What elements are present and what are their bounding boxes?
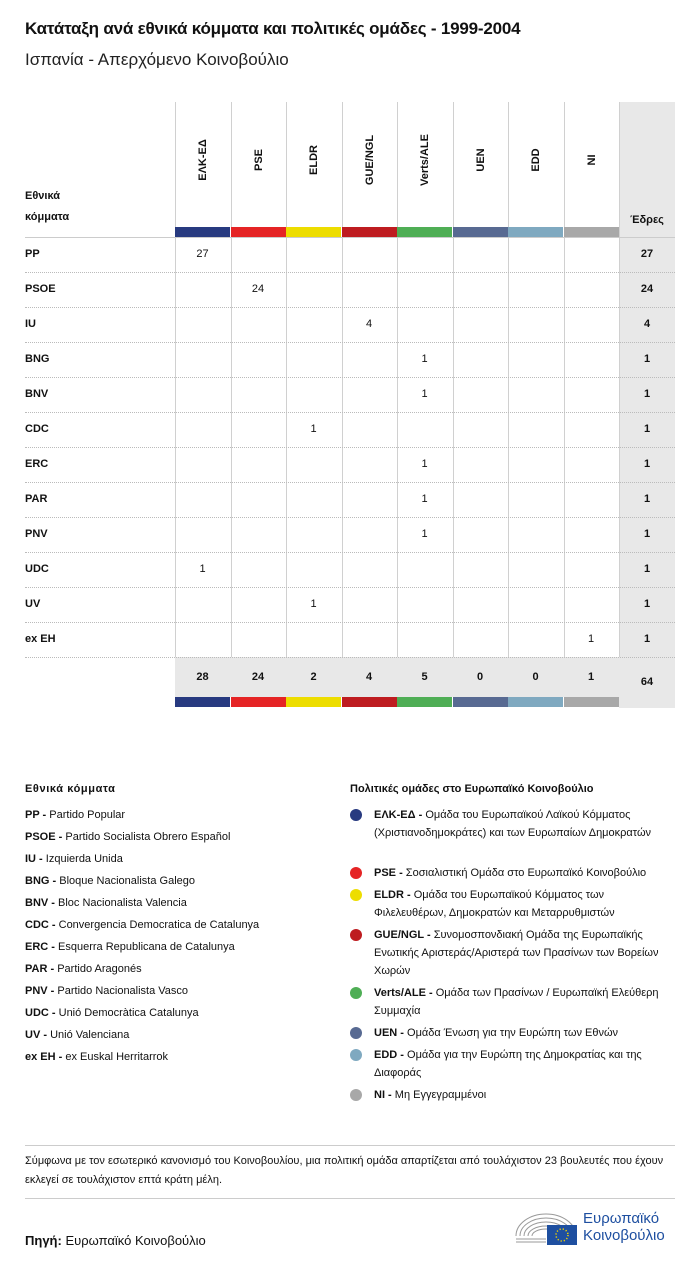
group-color-bar [397,697,452,707]
column-divider [231,102,232,657]
source [25,1233,206,1248]
legend-groups-title: Πολιτικές ομάδες στο Ευρωπαϊκό Κοινοβούλιο [350,783,594,795]
group-color-bar [453,227,508,237]
legend-name: Convergencia Democratica de Catalunya [58,919,260,931]
party-label: PNV [25,528,48,540]
row-header: Εθνικά κόμματα [25,190,70,223]
source-value: Ευρωπαϊκό Κοινοβούλιο [65,1233,206,1248]
row-divider [25,307,675,308]
party-seats-total: 1 [643,528,651,540]
seat-count: 1 [421,353,428,365]
group-color-dot-icon [350,1027,362,1039]
party-legend-item [25,1048,168,1066]
group-color-dot-icon [350,809,362,821]
group-legend-item [374,886,679,922]
row-divider [25,482,675,483]
legend-abbr: IU - [25,853,43,865]
legend-name: Σοσιαλιστική Ομάδα στο Ευρωπαϊκό Κοινοβούλιο [405,867,647,879]
grand-total: 64 [640,676,654,688]
party-legend-item [25,960,142,978]
row-divider [25,377,675,378]
group-total: 2 [310,671,317,683]
party-seats-total: 24 [640,283,654,295]
group-legend-item [374,1046,679,1082]
seats-header: Έδρες [630,214,664,226]
party-label: BNV [25,388,49,400]
group-color-bar [286,697,341,707]
row-divider [25,552,675,553]
legend-name: Ομάδα του Ευρωπαϊκού Λαϊκού Κόμματος (Χριστιανοδημοκράτες) και των Ευρωπαίων Δημοκρατών [374,809,652,839]
seat-count: 1 [421,458,428,470]
seat-count: 27 [196,248,209,260]
legend-abbr: UEN - [374,1027,404,1039]
row-divider [25,412,675,413]
party-legend-item [25,850,123,868]
party-legend-item [25,1026,129,1044]
party-seats-total: 1 [643,458,651,470]
party-label: UV [25,598,41,610]
party-label: PAR [25,493,48,505]
row-divider [25,587,675,588]
legend-abbr: PAR - [25,963,55,975]
page-subtitle: Ισπανία - Απερχόμενο Κοινοβούλιο [25,50,289,69]
group-legend-item [374,984,679,1020]
divider [25,1145,675,1146]
party-label: PP [25,248,40,260]
row-divider [25,342,675,343]
legend-abbr: UDC - [25,1007,56,1019]
page-title: Κατάταξη ανά εθνικά κόμματα και πολιτικές ομάδες - 1999-2004 [25,19,521,38]
legend-abbr: PP - [25,809,47,821]
party-legend-item [25,872,195,890]
group-total: 0 [476,671,484,683]
legend-name: Μη Εγγεγραμμένοι [394,1089,487,1101]
column-header: UEN [474,148,487,172]
legend-name: Partido Popular [49,809,126,821]
party-legend-item [25,806,125,824]
seat-count: 1 [587,633,595,645]
group-color-bar [453,697,508,707]
legend-abbr: BNG - [25,875,57,887]
row-divider [25,517,675,518]
legend-abbr: BNV - [25,897,55,909]
row-divider [25,447,675,448]
column-divider [342,102,343,657]
party-label: UDC [25,563,49,575]
legend-name: Ομάδα του Ευρωπαϊκού Κόμματος των Φιλελευθέρων, Δημοκρατών και Μεταρρυθμιστών [374,889,615,919]
seat-count: 1 [421,493,428,505]
group-color-bar [564,227,619,237]
group-total: 4 [365,671,373,683]
legend-name: Ομάδα των Πρασίνων / Ευρωπαϊκή Ελεύθερη Συμμαχία [374,987,659,1017]
divider [25,1198,675,1199]
column-divider [508,102,509,657]
row-divider [25,622,675,623]
party-seats-total: 1 [643,598,651,610]
legend-abbr: UV - [25,1029,47,1041]
legend-abbr: CDC - [25,919,56,931]
logo-text: Ευρωπαϊκό Κοινοβούλιο [583,1210,665,1244]
party-legend-item [25,982,188,1000]
seat-count: 4 [365,318,373,330]
group-total: 1 [587,671,595,683]
group-color-dot-icon [350,1049,362,1061]
party-seats-total: 1 [643,493,651,505]
group-color-dot-icon [350,867,362,879]
group-color-bar [397,227,452,237]
party-legend-item [25,938,235,956]
group-color-bar [286,227,341,237]
legend-abbr: EDD - [374,1049,404,1061]
legend-name: Ομάδα Ένωση για την Ευρώπη των Εθνών [407,1027,619,1039]
group-legend-item [374,1086,679,1104]
footnote: Σύμφωνα με τον εσωτερικό κανονισμό του Κοινοβουλίου, μια πολιτική ομάδα απαρτίζεται από τουλάχιστον 23 βουλευτές που έχουν εκλεγεί σε τουλάχιστον επτά κράτη μέλη. [25,1155,664,1186]
seat-count: 1 [310,598,317,610]
party-seats-total: 1 [643,423,651,435]
group-color-bar [175,227,230,237]
legend-name: Esquerra Republicana de Catalunya [58,941,235,953]
seat-count: 1 [421,388,428,400]
group-color-bar [342,697,397,707]
group-color-dot-icon [350,929,362,941]
group-color-bar [564,697,619,707]
legend-abbr: ELDR - [374,889,411,901]
party-seats-total: 1 [643,633,651,645]
group-color-dot-icon [350,987,362,999]
legend-name: Bloque Nacionalista Galego [59,875,195,887]
legend-name: Partido Socialista Obrero Español [65,831,231,843]
party-seats-total: 1 [643,388,651,400]
seat-count: 1 [421,528,428,540]
column-header: EDD [529,148,542,172]
group-legend-item [374,806,679,842]
group-total: 5 [421,671,428,683]
column-divider [564,102,565,657]
group-color-dot-icon [350,1089,362,1101]
group-total: 24 [251,671,265,683]
seat-count: 1 [199,563,206,575]
party-seats-total: 1 [643,353,651,365]
party-legend-item [25,894,187,912]
party-seats-total: 1 [643,563,651,575]
legend-name: Partido Aragonés [57,963,142,975]
legend-name: Unió Democràtica Catalunya [58,1007,199,1019]
party-label: ERC [25,458,49,470]
seats-column-bg [619,102,675,708]
column-divider [453,102,454,657]
legend-name: Bloc Nacionalista Valencia [58,897,187,909]
party-legend-item [25,828,230,846]
column-header: Verts/ALE [418,134,431,186]
party-label: IU [25,318,36,330]
seat-table [25,102,675,708]
legend-name: Ομάδα για την Ευρώπη της Δημοκρατίας και της Διαφοράς [374,1049,642,1079]
legend-abbr: PNV - [25,985,55,997]
legend-name: ex Euskal Herritarrok [65,1051,169,1063]
legend-abbr: GUE/NGL - [374,929,431,941]
row-divider [25,272,675,273]
group-total: 0 [532,671,539,683]
header-divider [25,237,675,238]
legend-name: Unió Valenciana [50,1029,130,1041]
group-legend-item [374,1024,679,1042]
seat-count: 24 [251,283,265,295]
legend-abbr: NI - [374,1089,392,1101]
party-seats-total: 4 [643,318,651,330]
legend-abbr: ΕΛΚ-ΕΔ - [374,809,423,821]
group-color-bar [508,227,563,237]
seat-count: 1 [310,423,317,435]
legend-abbr: PSOE - [25,831,63,843]
legend-abbr: Verts/ALE - [374,987,433,999]
column-divider [397,102,398,657]
row-divider [25,657,675,658]
party-legend-item [25,916,259,934]
group-color-bar [231,697,286,707]
legend-abbr: ex EH - [25,1051,63,1063]
column-header: GUE/NGL [363,134,376,186]
legend-abbr: ERC - [25,941,55,953]
column-header: ΕΛΚ-ΕΔ [196,139,209,181]
party-label: BNG [25,353,50,365]
source-label: Πηγή: [25,1233,62,1248]
legend-name: Partido Nacionalista Vasco [57,985,189,997]
column-header: ELDR [307,145,320,175]
party-label: ex EH [25,633,56,645]
column-header: NI [585,154,598,166]
group-legend-item [374,864,679,882]
group-color-bar [342,227,397,237]
group-color-bar [231,227,286,237]
group-legend-item [374,926,679,980]
group-total: 28 [196,671,209,683]
group-color-bar [508,697,563,707]
party-legend-item [25,1004,199,1022]
legend-parties-title: Εθνικά κόμματα [25,783,116,795]
column-header: PSE [252,149,265,172]
party-seats-total: 27 [640,248,654,260]
legend-abbr: PSE - [374,867,403,879]
group-color-dot-icon [350,889,362,901]
column-divider [286,102,287,657]
legend-name: Συνομοσπονδιακή Ομάδα της Ευρωπαϊκής Ενωτικής Αριστεράς/Αριστερά των Πρασίνων των Βορείων Χωρών [374,929,659,977]
party-label: PSOE [25,283,56,295]
group-color-bar [175,697,230,707]
legend-name: Izquierda Unida [45,853,123,865]
party-label: CDC [25,423,49,435]
